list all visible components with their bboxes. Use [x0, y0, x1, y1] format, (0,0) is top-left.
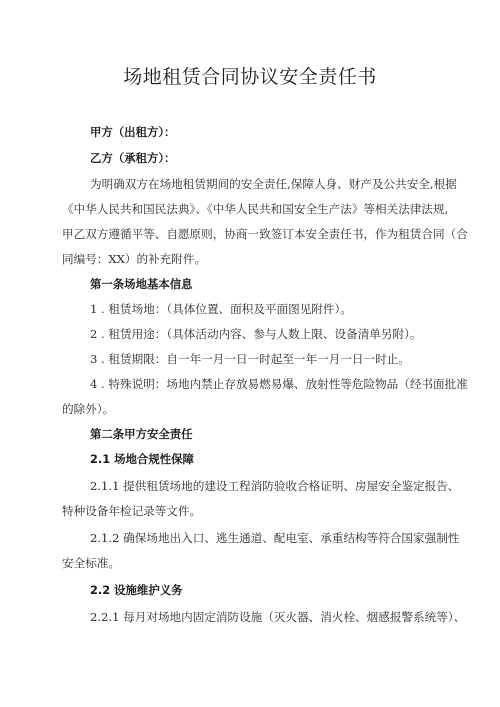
article1-item: 的除外）。	[62, 402, 115, 416]
preamble-line: 同编号：XX）的补充附件。	[62, 252, 207, 266]
preamble-line: 甲乙双方遵循平等、自愿原则，协商一致签订本安全责任书，作为租赁合同（合	[62, 227, 468, 241]
clause-2-2-1: 2.2.1 每月对场地内固定消防设施（灭火器、消火栓、烟感报警系统等）、	[90, 610, 466, 624]
party-a-label: 甲方（出租方）：	[90, 125, 176, 139]
clause-2-1-2: 2.1.2 确保场地出入口、逃生通道、配电室、承重结构等符合国家强制性	[90, 531, 460, 545]
article1-item: 4 . 特殊说明：场地内禁止存放易燃易爆、放射性等危险物品（经书面批准	[90, 377, 468, 391]
preamble-line: 《中华人民共和国民法典》、《中华人民共和国安全生产法》等相关法律法规,	[62, 202, 449, 216]
section-2-1-heading: 2.1 场地合规性保障	[90, 452, 194, 466]
clause-2-1-1: 特种设备年检记录等文件。	[62, 504, 202, 518]
article1-item: 1 . 租赁场地：（具体位置、面积及平面图见附件）。	[90, 302, 352, 316]
article2-heading: 第二条甲方安全责任	[90, 427, 193, 441]
document-title: 场地租赁合同协议安全责任书	[123, 66, 377, 88]
clause-2-1-1: 2.1.1 提供租赁场地的建设工程消防验收合格证明、房屋安全鉴定报告、	[90, 479, 460, 493]
article1-heading: 第一条场地基本信息	[90, 277, 193, 291]
preamble-line: 为明确双方在场地租赁期间的安全责任,保障人身、财产及公共安全,根据	[90, 177, 457, 191]
article1-item: 2 . 租赁用途：（具体活动内容、参与人数上限、设备清单另附）。	[90, 327, 422, 341]
party-b-label: 乙方（承租方）：	[90, 151, 176, 165]
article1-item: 3 . 租赁期限：自一年一月一日一时起至一年一月一日一时止。	[90, 352, 410, 366]
section-2-2-heading: 2.2 设施维护义务	[90, 583, 183, 597]
clause-2-1-2: 安全标准。	[62, 556, 120, 570]
